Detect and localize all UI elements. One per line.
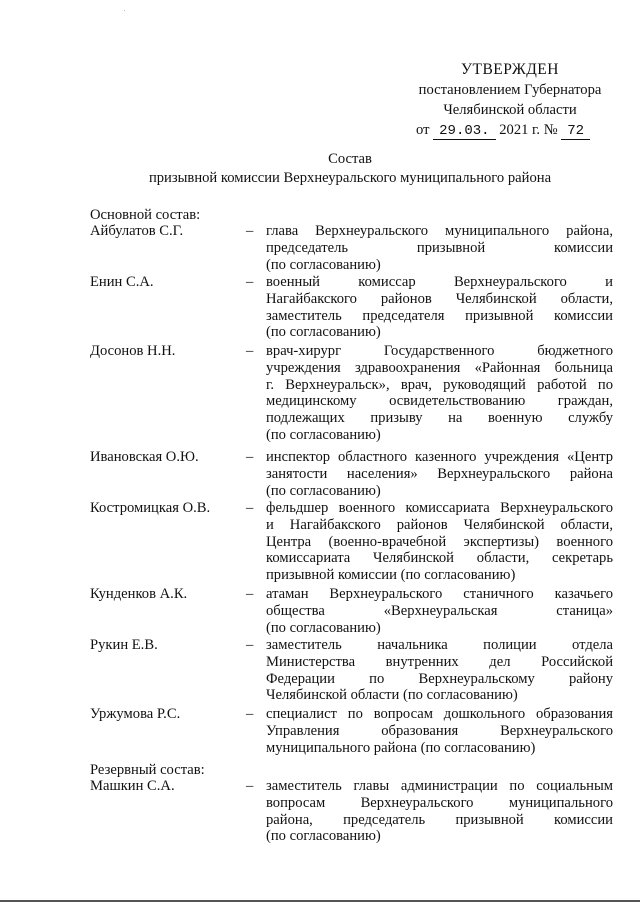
description-line: (по согласованию): [266, 256, 381, 273]
description-line: атаман Верхнеуральского станичного казачьего: [266, 586, 613, 602]
description-line: врач-хирург Государственного бюджетного: [266, 343, 613, 359]
member-dash: –: [246, 586, 254, 602]
member-name: Машкин С.А.: [90, 778, 175, 794]
member-name: Рукин Е.В.: [90, 637, 158, 653]
description-line: Нагайбакского районов Челябинской области,: [266, 290, 613, 307]
description-line: занятости населения» Верхнеуральского района: [266, 465, 613, 482]
member-name: Кунденков А.К.: [90, 586, 188, 602]
member-dash: –: [246, 223, 254, 239]
member-description: [266, 274, 613, 341]
document-heading: [60, 150, 640, 188]
description-line: подлежащих призыву на военную службу: [266, 410, 613, 427]
description-line: заместитель председателя призывной комиссии: [266, 307, 613, 324]
approved-line-1: постановлением Губернатора: [418, 82, 602, 98]
member-name: Костромицкая О.В.: [90, 500, 211, 516]
description-line: (по согласованию): [266, 619, 381, 636]
member-dash: –: [246, 706, 254, 722]
description-line: заместитель главы администрации по социальным: [266, 778, 613, 794]
description-line: военный комиссар Верхнеуральского и: [266, 274, 613, 290]
description-line: Челябинской области (по согласованию): [266, 687, 518, 704]
member-description: [266, 778, 613, 845]
reserve-section-label: Резервный состав:: [90, 762, 205, 778]
description-line: муниципального района (по согласованию): [266, 739, 536, 756]
description-line: г. Верхнеуральск», врач, руководящий работой по: [266, 376, 613, 393]
approved-year: 2021 г. №: [499, 122, 558, 138]
description-line: (по согласованию): [266, 324, 381, 341]
member-description: [266, 706, 613, 756]
description-line: инспектор областного казенного учреждения «Центр: [266, 449, 613, 465]
scan-speck: [124, 10, 125, 11]
member-dash: –: [246, 274, 254, 290]
description-line: и Нагайбакского районов Челябинской области,: [266, 516, 613, 533]
description-line: комиссариата Челябинской области, секретарь: [266, 550, 613, 567]
member-description: [266, 637, 613, 704]
date-prefix: от: [416, 122, 430, 138]
description-line: заместитель начальника полиции отдела: [266, 637, 613, 653]
description-line: вопросам Верхнеуральского муниципального: [266, 794, 613, 811]
member-name: Айбулатов С.Г.: [90, 223, 184, 239]
member-name: Досонов Н.Н.: [90, 343, 176, 359]
member-description: [266, 586, 613, 636]
member-description: [266, 449, 613, 499]
member-dash: –: [246, 343, 254, 359]
approved-number: 72: [561, 123, 590, 140]
description-line: специалист по вопросам дошкольного образования: [266, 706, 613, 722]
description-line: (по согласованию): [266, 426, 381, 443]
description-line: Центра (военно-врачебной экспертизы) военного: [266, 533, 613, 550]
description-line: глава Верхнеуральского муниципального района,: [266, 223, 613, 239]
member-dash: –: [246, 637, 254, 653]
member-dash: –: [246, 449, 254, 465]
member-name: Уржумова Р.С.: [90, 706, 181, 722]
member-description: [266, 500, 613, 584]
description-line: председатель призывной комиссии: [266, 239, 613, 256]
heading-line-2: призывной комиссии Верхнеуральского муниципального района: [148, 170, 552, 186]
page-bottom-edge: [0, 900, 640, 902]
approved-line-2: Челябинской области: [443, 102, 577, 118]
description-line: (по согласованию): [266, 482, 381, 499]
approved-title: УТВЕРЖДЕН: [461, 61, 559, 78]
main-section-label: Основной состав:: [90, 207, 201, 223]
approved-date: 29.03.: [433, 123, 495, 140]
description-line: Федерации по Верхнеуральскому району: [266, 670, 613, 687]
member-name: Енин С.А.: [90, 274, 154, 290]
approval-stamp: [400, 60, 620, 141]
heading-line-1: Состав: [328, 151, 372, 167]
description-line: (по согласованию): [266, 828, 381, 845]
member-name: Ивановская О.Ю.: [90, 449, 199, 465]
member-dash: –: [246, 500, 254, 516]
description-line: призывной комиссии (по согласованию): [266, 567, 516, 584]
member-dash: –: [246, 778, 254, 794]
approved-date-line: [416, 120, 620, 141]
description-line: учреждения здравоохранения «Районная больница: [266, 359, 613, 376]
member-description: [266, 223, 613, 273]
description-line: Управления образования Верхнеуральского: [266, 722, 613, 739]
description-line: Министерства внутренних дел Российской: [266, 653, 613, 670]
description-line: района, председатель призывной комиссии: [266, 811, 613, 828]
description-line: фельдшер военного комиссариата Верхнеуральского: [266, 500, 613, 516]
member-description: [266, 343, 613, 444]
description-line: медицинскому освидетельствованию граждан,: [266, 393, 613, 410]
description-line: общества «Верхнеуральская станица»: [266, 602, 613, 619]
